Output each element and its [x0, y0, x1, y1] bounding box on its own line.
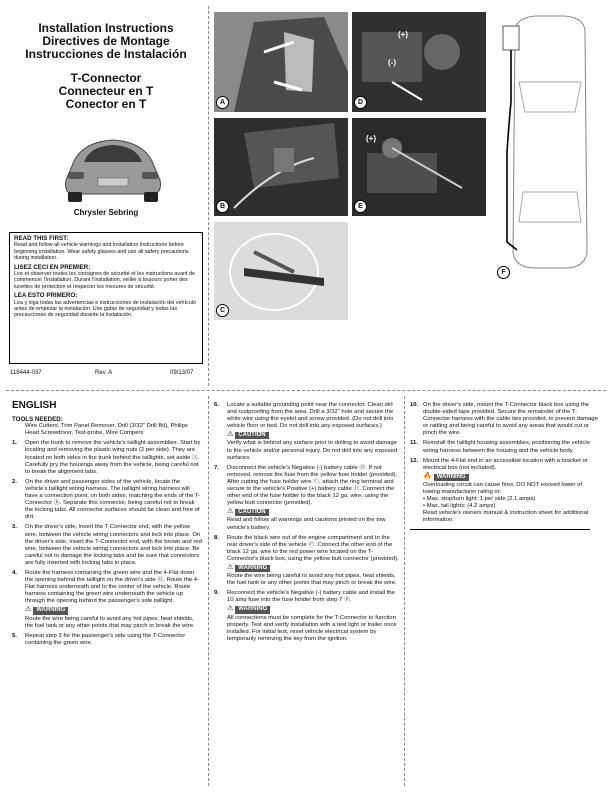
figure-d-drawing: [352, 12, 486, 112]
english-heading: ENGLISH: [12, 400, 57, 411]
figure-e-badge: E: [354, 200, 367, 213]
warning-icon: ⚠: [227, 563, 234, 571]
step-12: 12. Mount the 4-Flat end in an accessible location with a bracket or electrical box (not included).: [410, 457, 588, 471]
caution-step-6: Verify what is behind any surface prior to drilling to avoid damage to the vehicle and/or personal injury. Do not drill into any exposed surfaces.: [227, 440, 398, 461]
notice-fr-body: Lire et observer toutes les consignes de sécurité et les instructions avant de commencer l'installation. Durant l'installation, veiller à toujours porter des lunettes de protection et respecter les mesures de sécurité.: [14, 271, 195, 290]
notice-es-body: Lea y siga todas las advertencias e instrucciones de instalación del vehículo antes de empezar la instalación. Use gafas de seguridad y todas las precauciones de seguridad durante la instalación.: [14, 299, 196, 319]
warning-label: WARNING: [434, 474, 469, 481]
warning-step-12-a: Overloading circuit can cause fires. DO NOT exceed lower of towing manufacturer rating or:: [423, 481, 583, 496]
caution-label: CAUTION: [235, 432, 268, 439]
figure-d-badge: D: [354, 96, 367, 109]
english-column-1: [12, 402, 202, 647]
date: 09/13/07: [170, 370, 194, 376]
divider-horizontal: [6, 390, 606, 391]
figure-d-photo: [352, 12, 486, 112]
title-line-es: Instrucciones de Instalación: [25, 47, 187, 61]
warning-icon: ⚠: [25, 606, 32, 614]
notice-es-title: LEA ESTO PRIMERO:: [14, 292, 78, 300]
tools-title: TOOLS NEEDED:: [12, 416, 63, 424]
warning-step-12-b: • Max. stop/turn light: 1 per side (2.1 amps): [423, 496, 536, 503]
figure-e-photo: [352, 118, 486, 216]
step-2: 2. On the driver and passenger sides of the vehicle, locate the vehicle's taillight wiring harness. The taillight wiring harness will have a connection point, on both sides, matching the ends of the T-Connector Ⓑ. Separate this connector, being careful not to break the locking tabs. All connector surfaces should be clean and free of dirt.: [12, 478, 201, 521]
warning-step-12-c: • Max. tail lights: (4.2 amps): [423, 503, 496, 510]
part-number: 118444-037: [10, 370, 42, 376]
figure-c-photo: [214, 222, 348, 320]
title-line-en: Installation Instructions: [38, 21, 174, 35]
step-11: 11. Reinstall the taillight housing assemblies, positioning the vehicle wiring harness between the housing and the vehicle body.: [410, 440, 590, 454]
vehicle-model: Chrysler Sebring: [73, 208, 139, 217]
figure-c-badge: C: [216, 304, 229, 317]
figure-a-photo: [214, 12, 348, 112]
figure-d-plus-label: (+): [398, 30, 408, 39]
step-9: 9. Reconnect the vehicle's Negative (-) battery cable and install the 10 amp fuse into the fuse holder from step 7 Ⓓ.: [214, 590, 395, 604]
figure-d-minus-label: (-): [388, 58, 396, 67]
column-end-rule: [410, 529, 590, 530]
title-line-fr: Directives de Montage: [42, 34, 170, 48]
notice-en-body: Read and follow all vehicle warnings and installation instructions before beginning installation. Wear safety glasses and use all safety precautions during installation.: [14, 242, 189, 262]
divider-vertical-left: [208, 396, 209, 786]
figure-b-photo: [214, 118, 348, 216]
product-line-en: T-Connector: [70, 71, 142, 85]
figure-a-drawing: [214, 12, 348, 112]
warning-label: WARNING: [33, 607, 68, 614]
revision: Rev. A: [95, 370, 113, 376]
warning-label: WARNING: [235, 606, 270, 613]
notice-en-title: READ THIS FIRST:: [14, 235, 69, 242]
step-5: 5. Repeat step 3 for the passenger's side using the T-Connector containing the green wire.: [12, 632, 186, 646]
figure-b-drawing: [214, 118, 348, 216]
warning-step-9: All connections must be complete for the T-Connector to function properly. Test and verify installation with a test light or trailer once installed. For initial test, reset vehicle electrical system by temporarily removing the key from the ignition.: [227, 614, 397, 642]
title-block: [8, 22, 204, 111]
step-6: 6. Locate a suitable grounding point near the connector. Clean dirt and rustproofing from the area. Drill a 3/32" hole and secure the white wire using the eyelet and screw provided. (Do not drill into vehicle floor or bed. Do not drill into any exposed surfaces.): [214, 402, 394, 430]
figure-e-drawing: [352, 118, 486, 216]
product-line-fr: Connecteur en T: [58, 84, 154, 98]
english-column-2: [214, 402, 400, 643]
english-column-3: [410, 402, 600, 530]
warning-label: WARNING: [235, 565, 270, 572]
car-image: [58, 128, 168, 208]
caution-icon: ⚠: [227, 431, 234, 439]
caution-step-7: Read and follow all warnings and cautions printed on the tow vehicle's battery.: [227, 517, 386, 531]
tools-list: Wire Cutters, Trim Panel Remover, Drill (3/32" Drill Bit), Philips Head Screwdriver, Test-probe, Wire Crimpers: [25, 423, 188, 437]
divider-vertical-top: [208, 6, 209, 386]
step-10: 10. On the driver's side, mount the T-Connector black box using the double-sided tape provided. Secure the remainder of the T-Connector harness with the cable ties provided, to prevent damage or rattling and being careful to avoid any areas that would cut or pinch the wire.: [410, 402, 598, 437]
figure-b-badge: B: [216, 200, 229, 213]
warning-step-12-d: Read vehicle's owners manual & instruction sheet for additional information.: [423, 510, 589, 524]
product-line-es: Conector en T: [65, 97, 147, 111]
warning-icon: ⚠: [227, 605, 234, 613]
step-4: 4. Route the harness containing the green wire and the 4-Flat down the opening behind the taillight on the driver's side Ⓑ. Route the 4-Flat harness underneath and to the center of the vehicle. Route harness containing the green wire underneath the vehicle up through the opening behind the passenger's side taillight.: [12, 569, 200, 605]
step-7: 7. Disconnect the vehicle's Negative (-) battery cable Ⓓ. If not removed, remove the fuse from the yellow fuse holder (provided). After cutting the fuse holder wire Ⓒ, attach the ring terminal and secure to the vehicle's Positive (+) battery cable Ⓔ. Connect the other end of the fuse holder to the black 12 ga. wire, using the yellow butt connector (provided).: [214, 464, 398, 507]
divider-vertical-right: [404, 396, 405, 786]
read-first-box: [9, 232, 203, 364]
step-3: 3. On the driver's side, insert the T-Connector end, with the yellow wire, between the vehicle wiring connectors and lock into place. On the driver's side, insert the T-Connector end, with the brown and red wire, between the vehicle wiring connectors and lock into place. Be careful not to damage the locking tabs and be sure that connectors are fully inserted with locking tabs in place.: [12, 524, 202, 566]
figure-e-plus-label: (+): [366, 134, 376, 143]
figure-a-badge: A: [216, 96, 229, 109]
caution-icon: ⚠: [227, 508, 234, 516]
step-8: 8. Route the black wire out of the engine compartment and to the rear driver's side of the vehicle Ⓕ. Connect the other end of the black 12 ga. wire to the red power wire located on the T-Connector's black box, using the yellow butt connector (provided).: [214, 534, 399, 562]
warning-step-8: Route the wire being careful to avoid any hot pipes, heat shields, the fuel tank or any other points that may pinch or break the wire.: [227, 573, 397, 587]
figure-f-diagram: [495, 12, 605, 274]
figure-f-badge: F: [497, 266, 510, 279]
notice-fr-title: LISEZ CECI EN PREMIER:: [14, 263, 91, 271]
warning-step-4: Route the wire being careful to avoid any hot pipes, heat shields, the fuel tank or any other points that may pinch or break the wire.: [25, 615, 195, 629]
caution-label: CAUTION: [235, 509, 268, 516]
fire-warning-icon: 🔥: [423, 472, 432, 480]
step-1: 1. Open the trunk to remove the vehicle's taillight assemblies. Start by locating and removing the plastic wing nuts (2 per side). They are located on both sides in the trunk behind the taillights, set aside Ⓐ. Carefully pry the housings away from the vehicle, being careful not to break the alignment tabs.: [12, 440, 201, 475]
figure-c-drawing: [214, 222, 348, 320]
